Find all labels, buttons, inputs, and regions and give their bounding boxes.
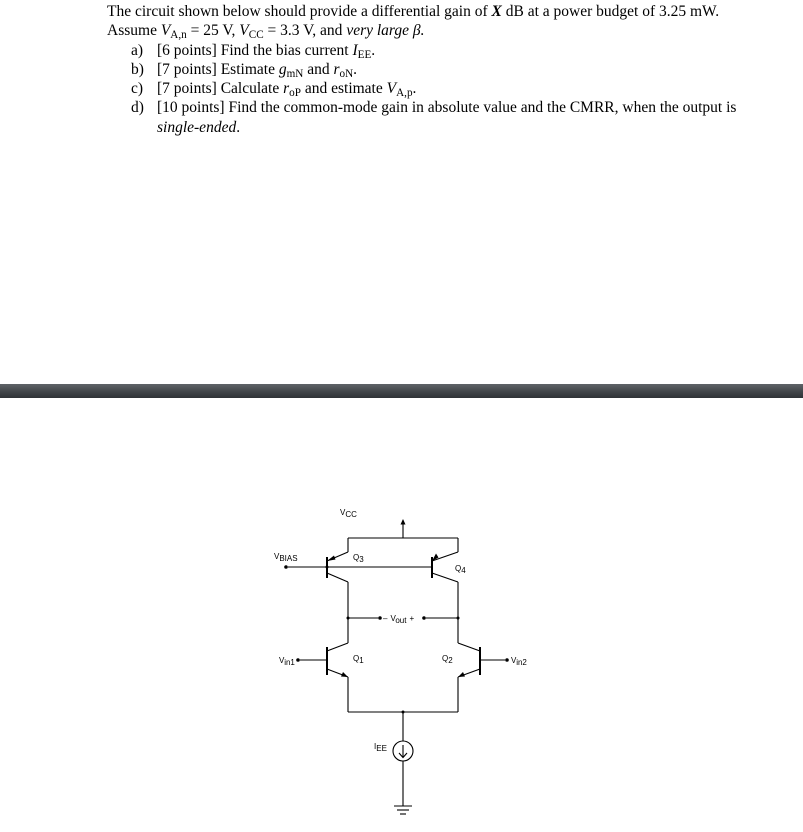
page-divider	[0, 384, 803, 398]
vbias-node	[284, 565, 432, 569]
transistor-q2	[458, 618, 509, 712]
ground-symbol	[394, 806, 412, 814]
vbias-label: VBIAS	[274, 552, 298, 563]
transistor-q4	[432, 538, 458, 620]
iee-label: IEE	[374, 742, 387, 753]
transistor-q3	[327, 538, 348, 620]
transistor-q1	[296, 618, 348, 712]
vcc-label: VCC	[340, 508, 357, 519]
question-c: c) [7 points] Calculate $r_{oP}$ and estimate $V_{A,p}$.	[131, 80, 417, 99]
q2-label: Q2	[442, 654, 453, 665]
question-list	[107, 41, 767, 137]
circuit-diagram	[0, 398, 803, 832]
q3-label: Q3	[353, 553, 364, 564]
vin2-label: Vin2	[511, 656, 527, 667]
vin1-label: Vin1	[279, 656, 295, 667]
q4-label: Q4	[455, 564, 466, 575]
vout-label: – Vout +	[383, 614, 415, 625]
question-a: a) [6 points] Find the bias current $I_{EE}$.	[131, 41, 376, 61]
vcc-rail	[348, 519, 458, 538]
question-b: b) [7 points] Estimate $g_{mN}$ and $r_{oN}$.	[131, 60, 358, 80]
tail-current-source	[348, 711, 458, 807]
problem-statement	[107, 2, 767, 137]
problem-intro: The circuit shown below should provide a differential gain of X dB at a power budget of 3.25 mW. Assume $V_{A,n} = 25$ V, $V_{CC} = 3.3$ V, and very large β.	[107, 3, 720, 42]
q1-label: Q1	[353, 654, 364, 665]
question-d: d) [10 points] Find the common-mode gain in absolute value and the CMRR, when the output is single-ended.	[131, 99, 737, 136]
